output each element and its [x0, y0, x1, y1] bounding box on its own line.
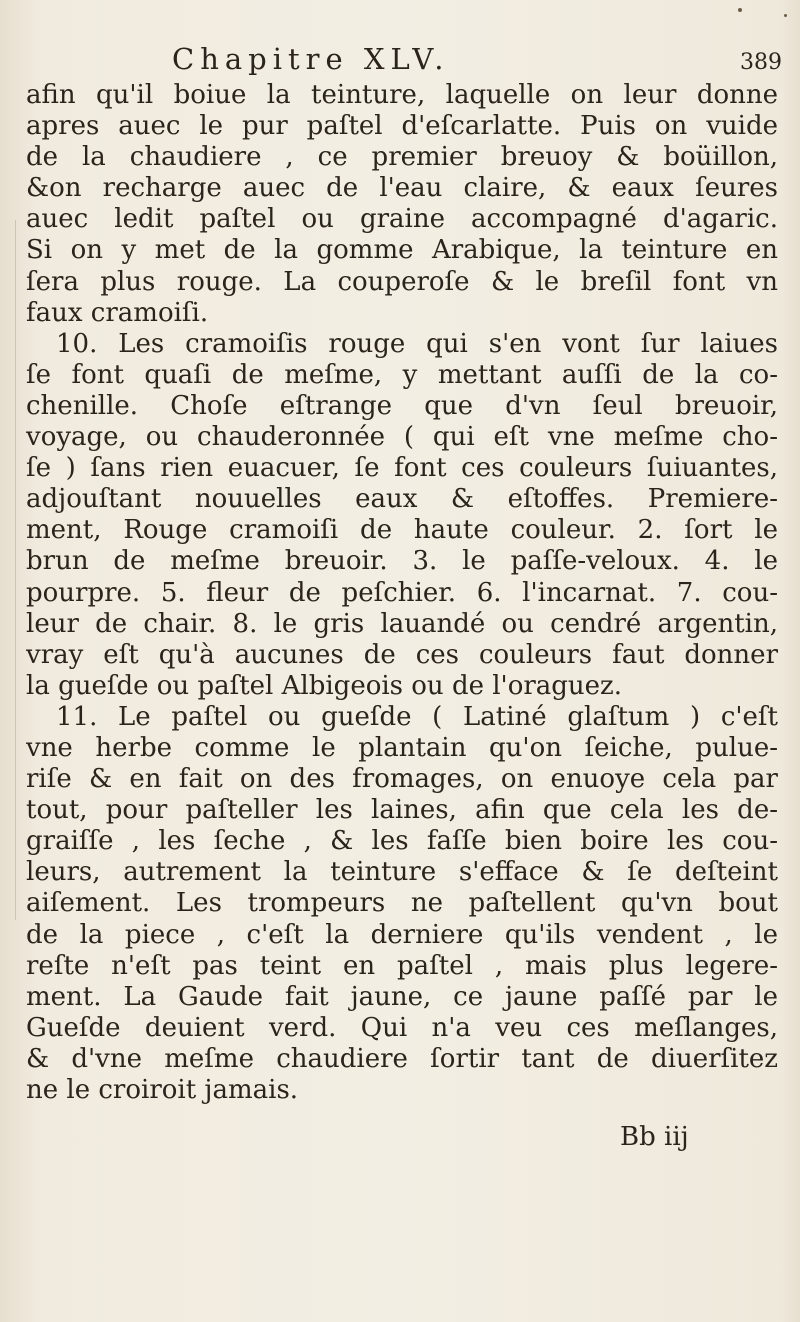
- text-line: & d'vne meſme chaudiere ſortir tant de diuerſitez: [26, 1043, 778, 1074]
- text-line: 11. Le paſtel ou gueſde ( Latiné glaſtum ) c'eſt: [56, 701, 778, 732]
- page-footer: [0, 1122, 800, 1162]
- chapter-title: Chapitre XLV.: [172, 42, 450, 76]
- text-line: aiſement. Les trompeurs ne paſtellent qu'vn bout: [26, 888, 778, 919]
- page-number: 389: [740, 50, 782, 75]
- body-text: [26, 80, 778, 1106]
- paper-speck: [784, 14, 787, 17]
- text-line: apres auec le pur paſtel d'eſcarlatte. Puis on vuide: [26, 111, 778, 142]
- text-line: Gueſde deuient verd. Qui n'a veu ces meſlanges,: [26, 1012, 778, 1043]
- text-line: leur de chair. 8. le gris lauandé ou cendré argentin,: [26, 608, 778, 639]
- text-line: ſe ) ſans rien euacuer, ſe font ces couleurs ſuiuantes,: [26, 453, 778, 484]
- text-line: voyage, ou chauderonnée ( qui eſt vne meſme cho-: [26, 422, 778, 453]
- text-line: ne le croiroit jamais.: [26, 1075, 299, 1105]
- text-line: adjouſtant nouuelles eaux & eſtoffes. Premiere-: [26, 484, 778, 515]
- text-line: de la piece , c'eſt la derniere qu'ils vendent , le: [26, 919, 778, 950]
- text-line: brun de meſme breuoir. 3. le paſſe-veloux. 4. le: [26, 546, 778, 577]
- text-line: graiſſe , les ſeche , & les faſſe bien boire les cou-: [26, 826, 778, 857]
- text-line: pourpre. 5. fleur de peſchier. 6. l'incarnat. 7. cou-: [26, 577, 778, 608]
- text-line: vne herbe comme le plantain qu'on ſeiche, pulue-: [26, 732, 778, 763]
- text-line: la gueſde ou paſtel Albigeois ou de l'oraguez.: [26, 670, 623, 701]
- text-line: riſe & en fait on des fromages, on enuoye cela par: [26, 764, 778, 795]
- text-line: auec ledit paſtel ou graine accompagné d'agaric.: [26, 204, 778, 235]
- text-line: afin qu'il boiue la teinture, laquelle on leur donne: [26, 80, 778, 110]
- text-line: ſe font quaſi de meſme, y mettant auſſi de la co-: [26, 359, 778, 390]
- text-line: leurs, autrement la teinture s'efface & ſe deſteint: [26, 857, 778, 888]
- text-line: faux cramoiſi.: [26, 297, 209, 328]
- text-line: ſera plus rouge. La couperoſe & le breſil font vn: [26, 266, 778, 297]
- text-line: 10. Les cramoiſis rouge qui s'en vont ſur laiues: [56, 328, 778, 359]
- paper-speck: [738, 8, 742, 12]
- text-line: &on recharge auec de l'eau claire, & eaux ſeures: [26, 173, 778, 204]
- signature-mark: Bb iij: [620, 1122, 689, 1152]
- page-edge-shadow: [15, 220, 16, 920]
- text-line: ment, Rouge cramoiſi de haute couleur. 2. ſort le: [26, 515, 778, 546]
- text-line: Si on y met de la gomme Arabique, la teinture en: [26, 235, 778, 266]
- text-line: de la chaudiere , ce premier breuoy & boüillon,: [26, 142, 778, 173]
- text-line: ment. La Gaude fait jaune, ce jaune paſſé par le: [26, 981, 778, 1012]
- text-line: vray eſt qu'à aucunes de ces couleurs faut donner: [26, 639, 778, 670]
- text-line: reſte n'eſt pas teint en paſtel , mais plus legere-: [26, 950, 778, 981]
- text-line: chenille. Choſe eſtrange que d'vn ſeul breuoir,: [26, 390, 778, 421]
- text-line: tout, pour paſteller les laines, afin que cela les de-: [26, 795, 778, 826]
